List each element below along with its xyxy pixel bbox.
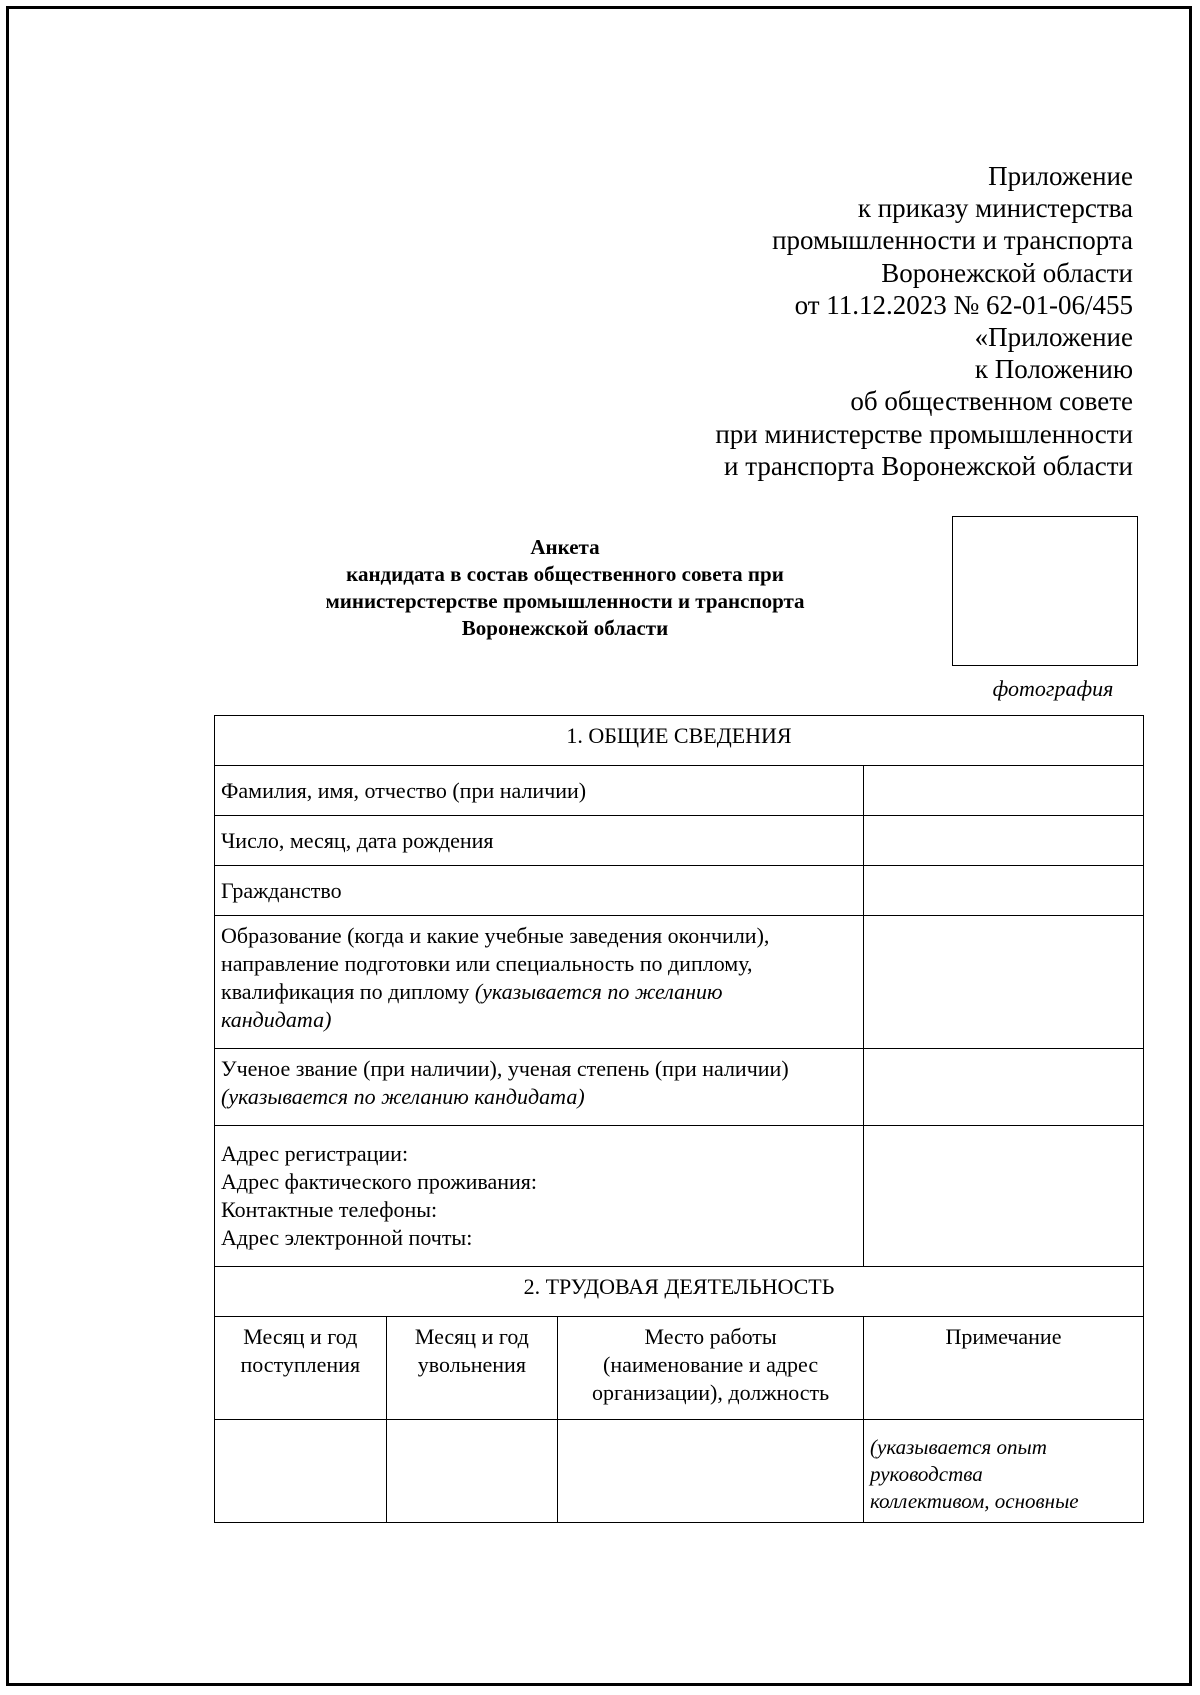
appendix-line: Воронежской области [881,257,1133,288]
section1-header-row [215,716,1144,766]
field-row-degree [215,1049,1144,1126]
job-place-cell[interactable] [558,1420,864,1523]
education-line: направление подготовки или специальность по диплому, [221,951,753,976]
document-title [255,534,875,642]
column-start-line: поступления [240,1352,361,1377]
appendix-line: «Приложение [974,322,1133,353]
column-end-line: Месяц и год [414,1324,529,1349]
section2-header-row [215,1267,1144,1317]
contact-line-actual: Адрес фактического проживания: [221,1169,537,1194]
job-note-cell[interactable] [864,1420,1144,1523]
degree-note: (указывается по желанию кандидата) [221,1084,585,1109]
title-line: Анкета [530,535,600,559]
column-place [558,1317,864,1420]
field-label-degree [215,1049,864,1126]
education-line: Образование (когда и какие учебные заведения окончили), [221,923,770,948]
title-line: министерстерстве промышленности и транспорта [325,589,805,613]
column-end-line: увольнения [417,1352,526,1377]
note-line: руководства [870,1462,983,1486]
section2-heading: 2. ТРУДОВАЯ ДЕЯТЕЛЬНОСТЬ [215,1267,1144,1317]
field-value-fio[interactable] [864,766,1144,816]
column-start-line: Месяц и год [243,1324,358,1349]
section1-heading: 1. ОБЩИЕ СВЕДЕНИЯ [215,716,1144,766]
appendix-line: и транспорта Воронежской области [724,450,1133,481]
note-line: (указывается опыт [870,1435,1047,1459]
column-place-line: (наименование и адрес [603,1352,819,1377]
note-line: коллективом, основные [870,1489,1079,1513]
column-place-line: организации), должность [591,1380,830,1405]
appendix-line: к Положению [974,354,1133,385]
contact-line-registration: Адрес регистрации: [221,1141,409,1166]
education-line [221,978,857,1006]
contact-line-phones: Контактные телефоны: [221,1197,438,1222]
photo-placeholder [952,516,1138,666]
questionnaire-table [214,715,1144,1523]
job-end-cell[interactable] [386,1420,558,1523]
field-value-contacts[interactable] [864,1126,1144,1267]
title-line: Воронежской области [461,616,669,640]
appendix-line: к приказу министерства [857,193,1133,224]
photo-caption: фотография [992,676,1114,701]
appendix-line: Приложение [988,161,1133,191]
appendix-line: об общественном совете [850,386,1133,417]
field-row-contacts [215,1126,1144,1267]
field-label-fio: Фамилия, имя, отчество (при наличии) [215,766,864,816]
field-label-birth: Число, месяц, дата рождения [215,816,864,866]
jobs-column-headers [215,1317,1144,1420]
field-row-education [215,916,1144,1049]
appendix-line: промышленности и транспорта [772,225,1133,256]
field-value-education[interactable] [864,916,1144,1049]
column-note: Примечание [864,1317,1144,1420]
field-value-birth[interactable] [864,816,1144,866]
education-note: кандидата) [221,1007,332,1032]
appendix-line: при министерстве промышленности [715,418,1133,449]
column-end [386,1317,558,1420]
field-label-citizenship: Гражданство [215,866,864,916]
contact-line-email: Адрес электронной почты: [221,1225,473,1250]
appendix-line: от 11.12.2023 № 62-01-06/455 [794,289,1133,320]
field-row-birth [215,816,1144,866]
appendix-header [573,160,1133,482]
title-line: кандидата в состав общественного совета при [346,562,784,586]
field-row-fio [215,766,1144,816]
field-value-citizenship[interactable] [864,866,1144,916]
jobs-row [215,1420,1144,1523]
field-label-contacts [215,1126,864,1267]
job-start-cell[interactable] [215,1420,387,1523]
field-row-citizenship [215,866,1144,916]
education-text: квалификация по диплому [221,979,475,1004]
field-label-education [215,916,864,1049]
field-value-degree[interactable] [864,1049,1144,1126]
education-note: (указывается по желанию [474,979,723,1004]
column-place-line: Место работы [644,1324,777,1349]
column-start [215,1317,387,1420]
degree-line: Ученое звание (при наличии), ученая степень (при наличии) [221,1056,789,1081]
